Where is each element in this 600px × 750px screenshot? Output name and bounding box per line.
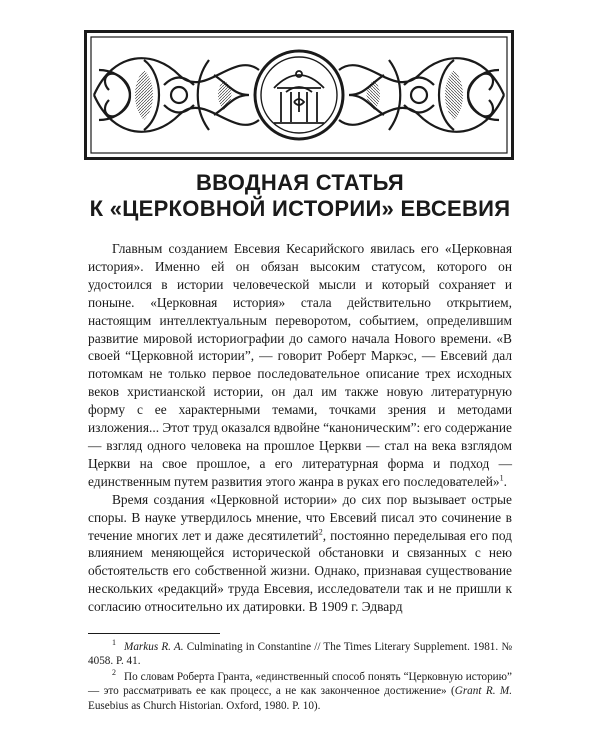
chapter-heading	[0, 170, 600, 222]
footnote-2: $^2$ По словам Роберта Гранта, «единственный способ понять “Церковную историю” — это рассматривать ее как процесс, а не как законченное достижение» (Grant R. M. Eusebius as Church Historian. Oxford, 1980. P. 10).	[88, 668, 512, 712]
interlace-left	[94, 58, 259, 132]
footnote-ref-2[interactable]: 2	[318, 527, 323, 537]
heading-line-2: К «ЦЕРКОВНОЙ ИСТОРИИ» ЕВСЕВИЯ	[89, 196, 511, 221]
heading-line-1: ВВОДНАЯ СТАТЬЯ	[195, 170, 405, 195]
footnote-separator	[88, 633, 220, 634]
body-text	[88, 240, 512, 616]
footnote-ref-1[interactable]: 1	[499, 473, 504, 483]
central-medallion	[255, 51, 343, 139]
footnote-1: $^1$ Markus R. A. Culminating in Constantine // The Times Literary Supplement. 1981. № 4058. P. 41.	[88, 638, 513, 668]
paragraph-2: Время создания «Церковной истории» до сих пор вызывает острые споры. В науке утвердилось мнение, что Евсевий писал это сочинение в течение многих лет и даже десятилетий$^2$, постоянно переделывая его под влиянием меняющейся исторической обстановки и связанных с нею обстоятельств его собственной жизни. Однако, признавая существование нескольких «редакций» труда Евсевия, исследователи так и не пришли к согласию относительно их датировки. В 1909 г. Эдвард	[88, 491, 512, 615]
interlace-right	[339, 58, 504, 132]
paragraph-1: Главным созданием Евсевия Кесарийского явилась его «Церковная история». Именно ей он обязан высоким статусом, которого он удостоился в истории человеческой мысли и который сохраняет и поныне. «Церковная история» стала действительно открытием, настоящим интеллектуальным переворотом, событием, определившим развитие мировой историографии до самого начала Нового времени. «В своей “Церковной истории”, — говорит Роберт Маркэс, — Евсевий дал потомкам не только первое последовательное описание трех исходных веков христианской истории, он дал им также новую литературную форму с ее характерными темами, точками зрения и методами изложения... Этот труд оказался вдвойне “каноническим”: его содержание — взгляд одного человека на прошлое Церкви — стал на века взглядом Церкви на свое прошлое, а его литературная форма и подход — единственным путем развития этого жанра в руках его последователей»$^1$.	[88, 241, 512, 489]
footnotes	[88, 640, 512, 714]
ornamental-headpiece	[84, 30, 514, 160]
